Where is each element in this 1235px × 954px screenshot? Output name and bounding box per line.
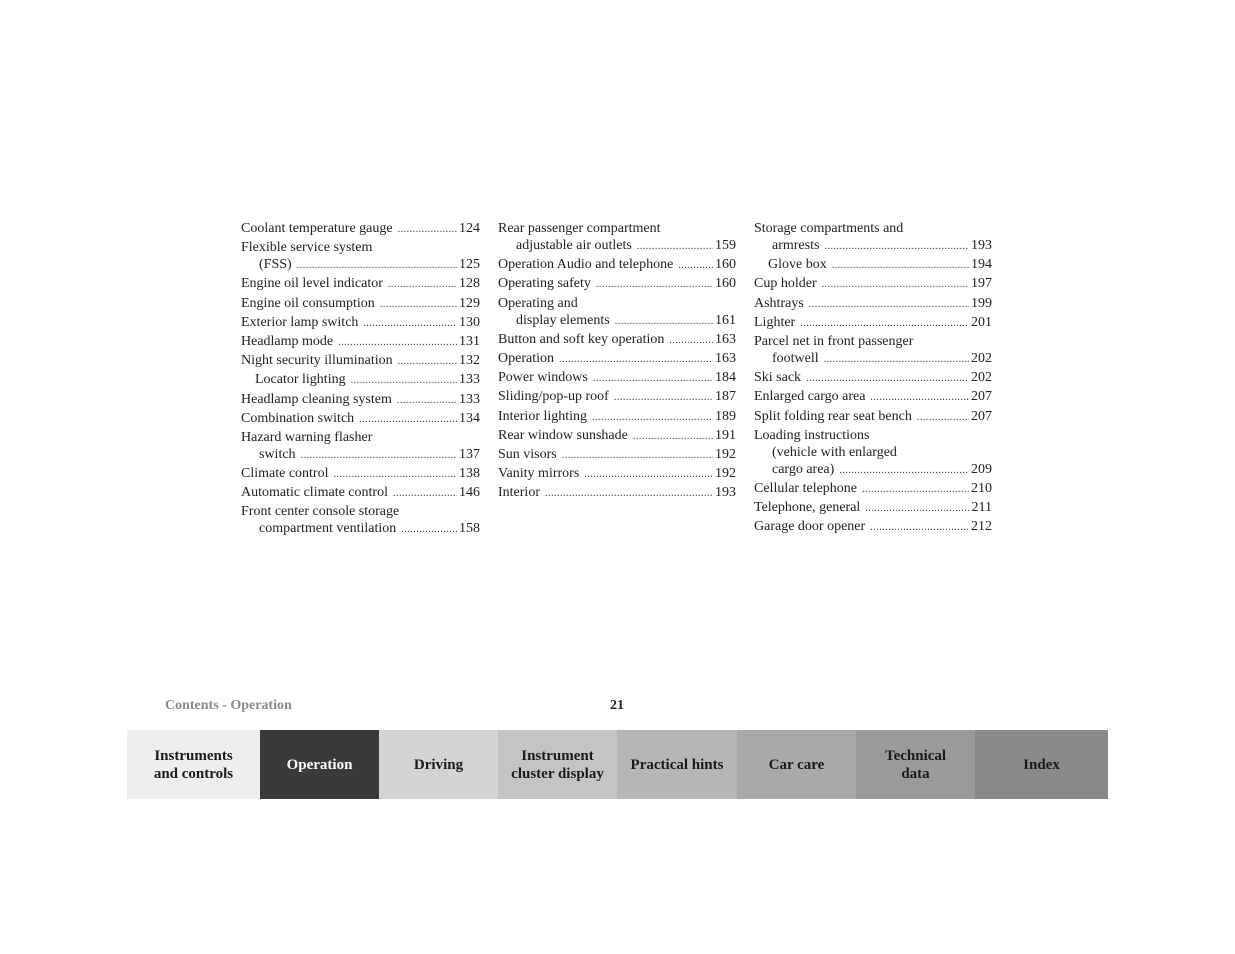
nav-tab-practical-hints[interactable]: Practical hints	[617, 730, 737, 799]
toc-page-number: 194	[971, 257, 992, 273]
toc-page-number: 199	[971, 295, 992, 311]
leader-dots	[870, 519, 969, 536]
leader-dots	[596, 276, 713, 293]
toc-entry[interactable]	[241, 220, 480, 237]
toc-entry[interactable]	[754, 333, 992, 367]
toc-entry[interactable]	[754, 295, 992, 312]
toc-entry[interactable]	[241, 314, 480, 331]
toc-entry-continuation: compartment ventilation	[259, 521, 397, 537]
leader-dots	[839, 462, 969, 479]
toc-page-number: 137	[459, 446, 480, 462]
toc-page-number: 207	[971, 408, 992, 424]
toc-entry-continuation: footwell	[772, 350, 819, 366]
toc-entry-title: Interior	[498, 485, 540, 501]
nav-tab-index[interactable]: Index	[975, 730, 1108, 799]
toc-entry-title: Engine oil level indicator	[241, 276, 383, 292]
nav-tab-technical-data[interactable]: Technical data	[856, 730, 975, 799]
toc-entry-title: Engine oil consumption	[241, 295, 375, 311]
toc-entry-title: Rear passenger compartment	[498, 221, 661, 236]
toc-entry-title: Vanity mirrors	[498, 466, 580, 482]
toc-page-number: 212	[971, 519, 992, 535]
toc-entry-title: Storage compartments and	[754, 221, 904, 236]
toc-entry[interactable]	[754, 427, 992, 478]
toc-page-number: 133	[459, 391, 480, 407]
leader-dots	[359, 411, 457, 428]
leader-dots	[633, 428, 713, 445]
toc-entry[interactable]	[241, 503, 480, 537]
toc-entry-title: Button and soft key operation	[498, 331, 665, 347]
toc-entry[interactable]	[241, 295, 480, 312]
toc-entry-title: Power windows	[498, 370, 588, 386]
toc-entry[interactable]	[754, 220, 992, 254]
toc-page-number: 128	[459, 276, 480, 292]
toc-entry[interactable]	[754, 314, 992, 331]
leader-dots	[562, 447, 713, 464]
toc-page-number: 210	[971, 480, 992, 496]
toc-column-2	[498, 220, 736, 503]
toc-entry-continuation: display elements	[516, 312, 610, 328]
toc-entry-title: Automatic climate control	[241, 485, 388, 501]
toc-page-number: 184	[715, 370, 736, 386]
toc-entry-title: Front center console storage	[241, 504, 400, 520]
toc-page-number: 202	[971, 370, 992, 386]
leader-dots	[809, 296, 969, 313]
leader-dots	[333, 466, 457, 483]
toc-entry[interactable]	[498, 256, 736, 273]
toc-entry[interactable]	[498, 427, 736, 444]
toc-entry-continuation: cargo area)	[772, 461, 835, 477]
toc-entry[interactable]	[754, 275, 992, 292]
toc-entry-title: Headlamp mode	[241, 333, 334, 349]
leader-dots	[593, 370, 713, 387]
toc-entry-title: Operation Audio and telephone	[498, 257, 674, 273]
leader-dots	[862, 481, 969, 498]
nav-tab-car-care[interactable]: Car care	[737, 730, 856, 799]
toc-entry-title: Flexible service system	[241, 240, 373, 256]
toc-entry[interactable]	[754, 408, 992, 425]
toc-page-number: 192	[715, 446, 736, 462]
toc-page-number: 159	[715, 238, 736, 253]
toc-entry[interactable]	[754, 369, 992, 386]
toc-page-number: 192	[715, 466, 736, 482]
toc-entry[interactable]	[241, 429, 480, 463]
toc-page-number: 129	[459, 295, 480, 311]
leader-dots	[615, 313, 713, 330]
toc-page-number: 187	[715, 389, 736, 405]
toc-page-number: 130	[459, 314, 480, 330]
toc-page-number: 134	[459, 410, 480, 426]
toc-page-number: 191	[715, 427, 736, 443]
toc-entry-title: Rear window sunshade	[498, 427, 628, 443]
toc-page-number: 201	[971, 314, 992, 330]
toc-entry-title: Cup holder	[754, 276, 817, 292]
leader-dots	[363, 315, 457, 332]
toc-page-number: 158	[459, 521, 480, 537]
toc-entry[interactable]	[754, 388, 992, 405]
toc-entry[interactable]	[754, 256, 992, 273]
toc-entry-title: Cellular telephone	[754, 480, 858, 496]
toc-page-number: 193	[971, 238, 992, 253]
nav-tab-instrument-cluster-display[interactable]: Instrument cluster display	[498, 730, 617, 799]
leader-dots	[800, 315, 969, 332]
leader-dots	[917, 409, 969, 426]
toc-entry-title: Lighter	[754, 314, 796, 330]
leader-dots	[806, 370, 969, 387]
toc-entry-title: Operating safety	[498, 276, 591, 292]
leader-dots	[822, 276, 969, 293]
toc-entry-title: Interior lighting	[498, 408, 588, 424]
nav-tab-instruments-and-controls[interactable]: Instruments and controls	[127, 730, 260, 799]
toc-page-number: 211	[971, 500, 992, 516]
toc-entry-title: Operating and	[498, 295, 578, 311]
toc-page-number: 146	[459, 485, 480, 501]
toc-entry-title: Parcel net in front passenger	[754, 333, 914, 349]
toc-entry-title: Climate control	[241, 466, 329, 482]
toc-page-number: 209	[971, 461, 992, 477]
leader-dots	[401, 521, 457, 538]
toc-entry[interactable]	[498, 220, 736, 254]
leader-dots	[351, 372, 457, 389]
leader-dots	[870, 389, 969, 406]
leader-dots	[678, 257, 713, 274]
leader-dots	[380, 296, 457, 313]
leader-dots	[824, 238, 969, 255]
toc-entry-title: Ashtrays	[754, 295, 804, 311]
toc-entry[interactable]	[754, 518, 992, 535]
toc-entry-title: Hazard warning flasher	[241, 429, 373, 445]
toc-entry[interactable]	[241, 275, 480, 292]
toc-page-number: 132	[459, 353, 480, 369]
section-title: Contents - Operation	[165, 698, 292, 713]
toc-entry[interactable]	[498, 331, 736, 348]
toc-entry-title: Ski sack	[754, 370, 802, 386]
toc-page-number: 133	[459, 372, 480, 388]
leader-dots	[388, 276, 457, 293]
toc-page-number: 160	[715, 257, 736, 273]
toc-page-number: 163	[715, 350, 736, 366]
toc-entry-continuation: (vehicle with enlarged	[772, 444, 897, 460]
toc-entry-title: Combination switch	[241, 410, 355, 426]
toc-entry-continuation: adjustable air outlets	[516, 238, 632, 253]
toc-entry[interactable]	[241, 371, 480, 388]
toc-entry[interactable]	[498, 369, 736, 386]
toc-page-number: 124	[459, 221, 480, 236]
leader-dots	[559, 351, 713, 368]
toc-page-number: 193	[715, 485, 736, 501]
toc-page-number: 160	[715, 276, 736, 292]
leader-dots	[614, 389, 713, 406]
toc-entry[interactable]	[241, 239, 480, 273]
toc-entry[interactable]	[498, 465, 736, 482]
toc-page-number: 161	[715, 312, 736, 328]
toc-page-number: 125	[459, 257, 480, 273]
toc-entry[interactable]	[241, 410, 480, 427]
leader-dots	[637, 238, 713, 255]
toc-entry[interactable]	[241, 465, 480, 482]
toc-entry[interactable]	[498, 408, 736, 425]
leader-dots	[592, 409, 713, 426]
toc-entry-title: Glove box	[768, 257, 827, 273]
leader-dots	[824, 351, 969, 368]
nav-tab-driving[interactable]: Driving	[379, 730, 498, 799]
toc-entry[interactable]	[754, 499, 992, 516]
leader-dots	[865, 500, 969, 517]
toc-entry-title: Operation	[498, 350, 554, 366]
toc-column-3	[754, 220, 992, 537]
toc-entry[interactable]	[498, 446, 736, 463]
toc-entry[interactable]	[498, 350, 736, 367]
toc-entry-continuation: switch	[259, 446, 296, 462]
leader-dots	[301, 447, 457, 464]
section-nav-bar	[127, 730, 1108, 799]
toc-entry-title: Telephone, general	[754, 500, 861, 516]
toc-page-number: 202	[971, 350, 992, 366]
toc-page-number: 163	[715, 331, 736, 347]
toc-entry-title: Locator lighting	[255, 372, 346, 388]
toc-entry[interactable]	[498, 295, 736, 329]
leader-dots	[393, 485, 457, 502]
toc-page-number: 189	[715, 408, 736, 424]
toc-entry-title: Headlamp cleaning system	[241, 391, 392, 407]
toc-entry[interactable]	[241, 333, 480, 350]
toc-entry-title: Enlarged cargo area	[754, 389, 866, 405]
toc-page-number: 207	[971, 389, 992, 405]
leader-dots	[832, 257, 969, 274]
toc-entry[interactable]	[498, 484, 736, 501]
toc-entry-continuation: (FSS)	[259, 257, 292, 273]
leader-dots	[398, 221, 457, 238]
leader-dots	[297, 257, 457, 274]
toc-entry-title: Exterior lamp switch	[241, 314, 359, 330]
toc-entry-title: Sliding/pop-up roof	[498, 389, 609, 405]
toc-entry[interactable]	[241, 352, 480, 369]
toc-entry[interactable]	[241, 484, 480, 501]
nav-tab-operation[interactable]: Operation	[260, 730, 379, 799]
leader-dots	[338, 334, 457, 351]
toc-entry-title: Night security illumination	[241, 353, 393, 369]
toc-entry[interactable]	[498, 275, 736, 292]
leader-dots	[584, 466, 713, 483]
toc-entry-title: Garage door opener	[754, 519, 866, 535]
page-number: 21	[610, 698, 624, 713]
toc-entry-title: Loading instructions	[754, 427, 870, 443]
toc-entry-title: Sun visors	[498, 446, 557, 462]
toc-page-number: 138	[459, 466, 480, 482]
toc-page-number: 131	[459, 333, 480, 349]
leader-dots	[669, 332, 713, 349]
toc-entry[interactable]	[498, 388, 736, 405]
toc-column-1	[241, 220, 480, 540]
leader-dots	[397, 392, 457, 409]
leader-dots	[545, 485, 713, 502]
toc-entry-title: Coolant temperature gauge	[241, 221, 393, 236]
leader-dots	[398, 353, 457, 370]
toc-entry[interactable]	[754, 480, 992, 497]
toc-entry-title: Split folding rear seat bench	[754, 408, 912, 424]
toc-entry[interactable]	[241, 391, 480, 408]
toc-entry-continuation: armrests	[772, 238, 820, 253]
toc-page-number: 197	[971, 276, 992, 292]
